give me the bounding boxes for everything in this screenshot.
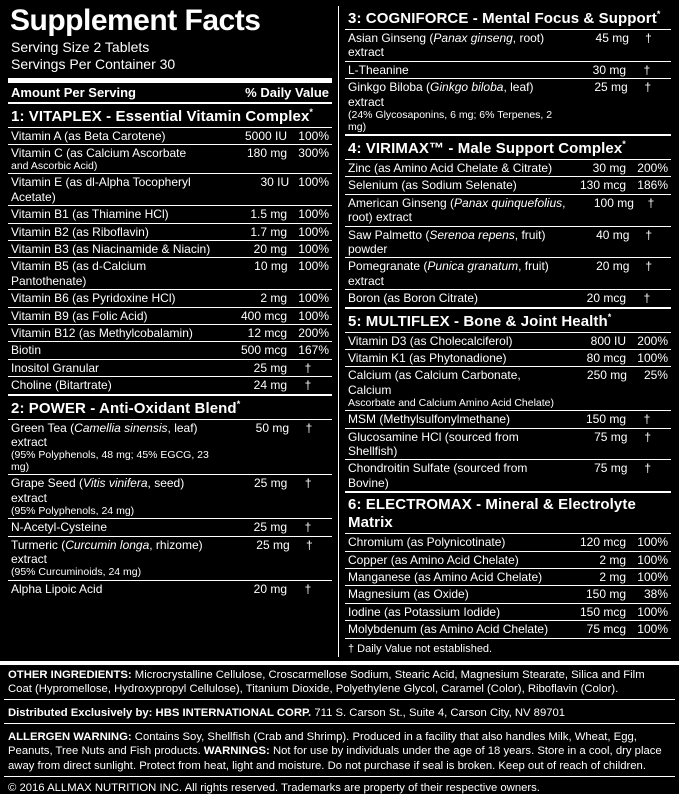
row-amount: 250 mg: [586, 368, 627, 383]
row-amount: 40 mg: [596, 227, 630, 242]
row-amount: 100 mg: [593, 195, 634, 210]
row-name-html: Selenium (as Sodium Selenate): [348, 178, 517, 193]
rows-electromax: [345, 534, 671, 637]
servings-per-container: Servings Per Container 30: [11, 56, 176, 73]
table-row: [345, 194, 671, 226]
row-amount: 5000 IU: [244, 128, 287, 143]
row-amount: 500 mcg: [240, 343, 287, 358]
row-dv: 100%: [298, 308, 329, 323]
row-name: [348, 178, 564, 192]
row-dv: 100%: [637, 552, 668, 567]
row-name: [348, 535, 564, 549]
row-name-html: Turmeric (Curcumin longa, rhizome) extract: [11, 537, 203, 567]
row-amount: 25 mg: [256, 537, 290, 552]
row-amount: 120 mcg: [579, 535, 626, 550]
row-name-html: American Ginseng (Panax quinquefolius, root) extract: [348, 195, 566, 225]
row-dv: †: [305, 420, 313, 435]
row-name-html: Vitamin D3 (as Cholecalciferol): [348, 333, 513, 348]
row-name-html: Boron (as Boron Citrate): [348, 291, 479, 306]
row-name: [348, 461, 568, 490]
table-row: [345, 568, 671, 585]
row-amount: 1.5 mg: [250, 207, 287, 222]
table-row: [8, 359, 332, 376]
amount-header-row: [8, 83, 332, 102]
row-name: [348, 587, 564, 601]
row-name-html: Manganese (as Amino Acid Chelate): [348, 569, 543, 584]
row-dv: 200%: [637, 161, 668, 176]
page-title: Supplement Facts: [10, 4, 261, 37]
rows-cogniforce: [345, 30, 671, 134]
row-amount: 20 mg: [253, 242, 287, 256]
table-row: [8, 376, 332, 393]
row-amount: 2 mg: [599, 569, 626, 584]
row-dv: †: [304, 520, 312, 535]
row-name-html: Copper (as Amino Acid Chelate): [348, 552, 519, 567]
row-dv: 25%: [643, 368, 668, 383]
row-amount: 180 mg: [246, 145, 287, 160]
table-row: [8, 205, 332, 222]
row-name: Inositol Granular: [11, 360, 100, 375]
amount-per-serving-label: Amount Per Serving: [11, 84, 136, 100]
percent-daily-value-label: % Daily Value: [245, 84, 329, 100]
row-dv: †: [304, 378, 312, 393]
table-row: [345, 160, 671, 176]
row-amount: 25 mg: [253, 360, 287, 375]
row-name: Vitamin B3 (as Niacinamide & Niacin): [11, 242, 211, 256]
daily-value-note: † Daily Value not established.: [348, 642, 493, 655]
other-ingredients-text: Microcrystalline Cellulose, Croscarmellose Sodium, Stearic Acid, Magnesium Stearate, Silica and Film Coat (Hypromellose, Hydroxypropyl Cellulose), Titanium Dioxide, Polyethylene Glycol, Caramel (Color), Riboflavin (Color).: [8, 668, 645, 695]
copyright-line: © 2016 ALLMAX NUTRITION INC. All rights reserved. Trademarks are property of their respective owners.: [8, 781, 540, 794]
row-amount: 150 mg: [585, 412, 626, 427]
row-amount: 75 mcg: [586, 622, 626, 637]
row-dv: 300%: [298, 145, 329, 160]
row-amount: 25 mg: [594, 80, 628, 95]
table-row: [8, 289, 332, 306]
row-name: Turmeric (Curcumin longa, rhizome) extract (95% Curcuminoids, 24 mg): [11, 537, 203, 579]
row-name: Vitamin B9 (as Folic Acid): [11, 308, 148, 323]
divider-foot-1: [4, 699, 675, 700]
row-name-html: Iodine (as Potassium Iodide): [348, 604, 501, 619]
table-row: [345, 176, 671, 193]
rows-power: [8, 420, 332, 597]
row-dv: †: [643, 291, 651, 306]
row-name-html: Ginkgo Biloba (Ginkgo biloba, leaf) extract: [348, 80, 534, 109]
row-name-html: Saw Palmetto (Serenoa repens, fruit) powder: [348, 227, 546, 257]
row-name: [348, 412, 564, 426]
section-heading: 3: COGNIFORCE - Mental Focus & Support*: [348, 9, 661, 27]
row-amount: 2 mg: [260, 291, 287, 306]
section-electromax: [345, 493, 671, 637]
table-row: [8, 324, 332, 341]
row-dv: 100%: [298, 242, 329, 256]
row-name: [348, 553, 564, 567]
row-amount: 75 mg: [594, 461, 628, 476]
row-amount: 12 mcg: [247, 325, 287, 340]
table-row: [345, 620, 671, 637]
facts-left-column: [8, 6, 338, 657]
divider-foot-2: [4, 723, 675, 724]
table-row: [8, 144, 332, 173]
distributed-label: Distributed Exclusively by: HBS INTERNATIONAL CORP.: [8, 706, 312, 719]
row-name: [348, 570, 564, 584]
row-name: Vitamin B6 (as Pyridoxine HCl): [11, 291, 176, 306]
row-dv: 100%: [637, 350, 668, 365]
row-name-html: Chondroitin Sulfate (sourced from Bovine): [348, 461, 528, 490]
row-name-html: Glucosamine HCl (sourced from Shellfish): [348, 429, 519, 458]
row-amount: 75 mg: [594, 429, 628, 444]
section-heading: 6: ELECTROMAX - Mineral & Electrolyte Matrix: [348, 496, 636, 532]
row-name: Vitamin E (as dl-Alpha Tocopheryl Acetate): [11, 175, 191, 204]
table-row: [8, 173, 332, 205]
section-heading: 1: VITAPLEX - Essential Vitamin Complex*: [11, 106, 314, 125]
row-name: [348, 291, 564, 305]
row-dv: †: [305, 537, 313, 552]
table-row: [8, 223, 332, 240]
table-row: [8, 580, 332, 597]
facts-right-column: [338, 6, 671, 657]
table-row: [345, 603, 671, 620]
row-name: Choline (Bitartrate): [11, 378, 112, 393]
row-name: Ginkgo Biloba (Ginkgo biloba, leaf) extract (24% Glycosaponins, 6 mg; 6% Terpenes, 2 mg): [348, 80, 553, 134]
row-dv: †: [644, 429, 652, 444]
table-row: [8, 341, 332, 358]
row-name: [348, 196, 583, 225]
table-row: [8, 128, 332, 144]
rows-multiflex: [345, 333, 671, 492]
allergen-warning: [0, 727, 679, 773]
row-name: Vitamin A (as Beta Carotene): [11, 128, 166, 143]
rows-virimax: [345, 160, 671, 307]
row-name-html: Green Tea (Camellia sinensis, leaf) extract: [11, 420, 198, 449]
row-name-html: Zinc (as Amino Acid Chelate & Citrate): [348, 161, 553, 176]
table-row: [345, 78, 671, 134]
row-name-html: Asian Ginseng (Panax ginseng, root) extract: [348, 31, 545, 60]
row-name: [348, 334, 564, 348]
row-amount: 400 mcg: [240, 308, 287, 323]
distributed-address: 711 S. Carson St., Suite 4, Carson City, NV 89701: [311, 706, 566, 719]
table-row: [345, 30, 671, 61]
table-row: [345, 410, 671, 427]
table-row: [345, 551, 671, 568]
row-name: [11, 520, 225, 534]
row-amount: 20 mg: [253, 581, 287, 596]
row-dv: 100%: [637, 535, 668, 550]
row-dv: 100%: [298, 259, 329, 274]
table-row: [345, 534, 671, 550]
row-name: [348, 63, 564, 77]
row-name-html: MSM (Methylsulfonylmethane): [348, 412, 511, 427]
row-name: [11, 582, 225, 596]
row-dv: †: [304, 581, 312, 596]
table-row: [8, 474, 332, 518]
table-row: [345, 459, 671, 491]
section-heading: 2: POWER - Anti-Oxidant Blend*: [11, 398, 241, 417]
warnings-text: Not for use by individuals under the age of 18 years. Store in a cool, dry place away from direct sunlight. Protect from heat, light and moisture. Do not purchase if seal is broken. Keep out of reach of children.: [8, 745, 662, 772]
row-amount: 80 mcg: [586, 350, 626, 365]
row-name: Grape Seed (Vitis vinifera, seed) extract (95% Polyphenols, 24 mg): [11, 476, 185, 518]
row-dv: †: [643, 62, 651, 77]
table-row: [345, 349, 671, 366]
row-name-html: Vitamin K1 (as Phytonadione): [348, 350, 507, 365]
row-dv: 100%: [637, 622, 668, 637]
row-dv: 100%: [298, 207, 329, 222]
row-dv: †: [645, 227, 653, 242]
row-name: [348, 161, 564, 175]
row-name: Biotin: [11, 343, 42, 358]
row-amount: 25 mg: [253, 476, 288, 491]
row-dv: 200%: [298, 325, 329, 340]
row-name: Vitamin B12 (as Methylcobalamin): [11, 325, 193, 340]
table-row: [345, 257, 671, 289]
row-name: [348, 622, 564, 636]
section-multiflex: [345, 309, 671, 492]
row-name: Vitamin B1 (as Thiamine HCl): [11, 207, 169, 222]
row-dv: 167%: [298, 343, 329, 358]
table-row: [8, 518, 332, 535]
row-name-html: Chromium (as Polynicotinate): [348, 535, 506, 550]
row-dv: †: [644, 80, 652, 95]
other-ingredients-label: OTHER INGREDIENTS:: [8, 668, 132, 681]
section-virimax: [345, 136, 671, 307]
table-row: [8, 240, 332, 257]
row-amount: 800 IU: [590, 333, 626, 348]
row-dv: 38%: [643, 587, 668, 602]
row-dv: 100%: [298, 291, 329, 306]
table-row: [8, 257, 332, 289]
row-name: [348, 430, 568, 459]
row-name: [348, 259, 573, 288]
table-row: [345, 226, 671, 258]
row-amount: 20 mcg: [586, 291, 626, 306]
row-dv: 100%: [637, 604, 668, 619]
table-row: [345, 289, 671, 306]
section-cogniforce: [345, 6, 671, 134]
row-name: Green Tea (Camellia sinensis, leaf) extract (95% Polyphenols, 48 mg; 45% EGCG, 23 mg): [11, 420, 209, 474]
row-dv: †: [643, 412, 651, 427]
row-name: Calcium (as Calcium Carbonate, Calcium Ascorbate and Calcium Amino Acid Chelate): [348, 368, 555, 410]
table-row: [345, 366, 671, 410]
row-name: Vitamin B2 (as Riboflavin): [11, 224, 149, 239]
serving-size: Serving Size 2 Tablets: [11, 38, 150, 55]
row-dv: 100%: [298, 175, 329, 190]
row-name: [348, 31, 571, 60]
rows-vitaplex: [8, 128, 332, 394]
row-name-html: Pomegranate (Punica granatum, fruit) extract: [348, 259, 549, 288]
table-row: [8, 420, 332, 475]
section-heading: 5: MULTIFLEX - Bone & Joint Health*: [348, 311, 612, 330]
row-amount: 2 mg: [599, 552, 626, 567]
row-amount: 10 mg: [254, 259, 288, 274]
row-amount: 45 mg: [595, 31, 629, 45]
other-ingredients: [0, 665, 679, 696]
table-row: [345, 333, 671, 349]
allergen-label: ALLERGEN WARNING:: [8, 731, 132, 744]
row-name: [348, 228, 573, 257]
row-amount: 150 mcg: [579, 604, 626, 619]
table-row: [8, 307, 332, 324]
row-name: Vitamin C (as Calcium Ascorbate and Ascorbic Acid): [11, 145, 187, 173]
allergen-text: Contains Soy, Shellfish (Crab and Shrimp). Produced in a facility that also handles Milk, Wheat, Egg, Peanuts, Tree Nuts and Fish products.: [8, 731, 637, 758]
row-dv: 186%: [637, 178, 668, 193]
row-name-html: Molybdenum (as Amino Acid Chelate): [348, 622, 549, 637]
row-amount: 24 mg: [253, 378, 287, 393]
row-dv: †: [304, 476, 312, 491]
table-row: [345, 61, 671, 78]
row-amount: 30 mg: [592, 62, 626, 77]
row-dv: †: [645, 31, 652, 45]
row-amount: 1.7 mg: [250, 224, 287, 239]
row-dv: 200%: [637, 333, 668, 348]
row-dv: 100%: [298, 224, 329, 239]
row-amount: 20 mg: [596, 259, 630, 274]
row-name-html: Grape Seed (Vitis vinifera, seed) extract: [11, 476, 185, 505]
divider-foot-3: [4, 776, 675, 777]
section-heading: 4: VIRIMAX™ - Male Support Complex*: [348, 139, 626, 158]
row-name: Vitamin B5 (as d-Calcium Pantothenate): [11, 259, 147, 288]
row-dv: †: [304, 360, 312, 375]
row-amount: 130 mcg: [579, 178, 626, 193]
table-row: [8, 536, 332, 580]
table-row: [345, 585, 671, 602]
row-amount: 25 mg: [253, 520, 287, 535]
row-dv: 100%: [298, 128, 329, 143]
row-amount: 50 mg: [255, 420, 290, 435]
row-amount: 150 mg: [585, 587, 626, 602]
row-dv: †: [644, 461, 652, 476]
row-name-html: L-Theanine: [348, 62, 409, 77]
row-name-html: Calcium (as Calcium Carbonate, Calcium: [348, 368, 521, 397]
row-dv: 100%: [637, 569, 668, 584]
row-name-html: N-Acetyl-Cysteine: [11, 520, 108, 535]
warnings-label: WARNINGS:: [203, 745, 270, 758]
section-power: [8, 396, 332, 597]
row-name-html: Alpha Lipoic Acid: [11, 581, 103, 596]
row-amount: 30 IU: [260, 175, 290, 190]
row-name-html: Magnesium (as Oxide): [348, 587, 469, 602]
table-row: [345, 428, 671, 460]
row-name: [348, 351, 564, 365]
row-name: [348, 605, 564, 619]
section-vitaplex: [8, 104, 332, 394]
distributed-by: [0, 703, 679, 720]
row-dv: †: [647, 195, 655, 210]
row-dv: †: [645, 259, 653, 274]
row-amount: 30 mg: [592, 161, 626, 176]
